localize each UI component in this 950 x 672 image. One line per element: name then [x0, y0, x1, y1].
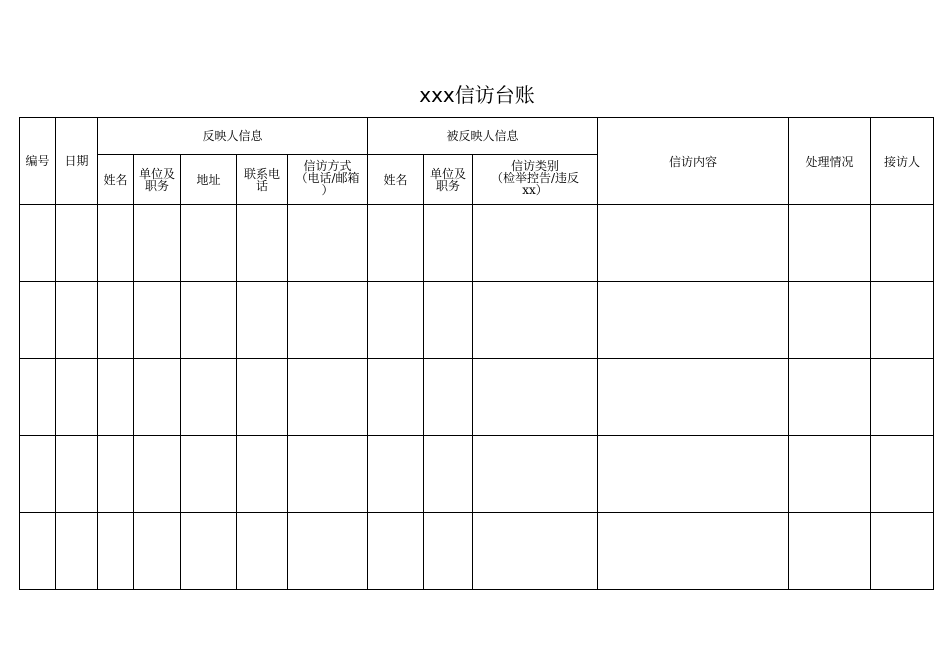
cell [98, 359, 134, 436]
header-handling: 处理情况 [789, 118, 871, 205]
cell [368, 436, 424, 513]
cell [473, 282, 598, 359]
header-date: 日期 [56, 118, 98, 205]
header-visit-category-text: 信访类别 （检举控告/违反 xx） [490, 159, 580, 197]
header-reporter-unit [134, 155, 181, 205]
cell [20, 359, 56, 436]
cell [237, 282, 288, 359]
cell [871, 436, 934, 513]
cell [598, 359, 789, 436]
cell [789, 436, 871, 513]
header-reported-info: 被反映人信息 [368, 118, 598, 155]
cell [181, 282, 237, 359]
cell [288, 359, 368, 436]
cell [98, 205, 134, 282]
cell [237, 513, 288, 590]
cell [473, 436, 598, 513]
cell [473, 205, 598, 282]
header-serial: 编号 [20, 118, 56, 205]
cell [288, 205, 368, 282]
cell [871, 513, 934, 590]
cell [20, 282, 56, 359]
cell [598, 513, 789, 590]
cell [368, 513, 424, 590]
table-row [20, 282, 934, 359]
table-row [20, 513, 934, 590]
header-reported-unit-text: 单位及 职务 [429, 166, 466, 193]
cell [56, 359, 98, 436]
cell [598, 436, 789, 513]
header-reporter-phone [237, 155, 288, 205]
cell [20, 436, 56, 513]
cell [424, 205, 473, 282]
cell [181, 513, 237, 590]
cell [368, 359, 424, 436]
cell [56, 513, 98, 590]
cell [789, 513, 871, 590]
cell [56, 282, 98, 359]
cell [134, 513, 181, 590]
cell [789, 359, 871, 436]
cell [98, 282, 134, 359]
cell [424, 513, 473, 590]
cell [98, 513, 134, 590]
cell [288, 436, 368, 513]
cell [598, 205, 789, 282]
header-reporter-name: 姓名 [98, 155, 134, 205]
header-content: 信访内容 [598, 118, 789, 205]
cell [134, 359, 181, 436]
table-row [20, 205, 934, 282]
header-visit-method-text: 信访方式 （电话/邮箱 ） [295, 159, 360, 197]
cell [473, 513, 598, 590]
cell [134, 436, 181, 513]
header-reported-name: 姓名 [368, 155, 424, 205]
cell [134, 205, 181, 282]
cell [181, 359, 237, 436]
header-reporter-unit-text: 单位及 职务 [138, 166, 175, 193]
header-visit-category [473, 155, 598, 205]
header-receiver: 接访人 [871, 118, 934, 205]
cell [56, 205, 98, 282]
cell [871, 359, 934, 436]
cell [237, 359, 288, 436]
cell [368, 205, 424, 282]
cell [368, 282, 424, 359]
cell [181, 205, 237, 282]
cell [288, 513, 368, 590]
cell [424, 436, 473, 513]
header-reporter-phone-text: 联系电 话 [243, 166, 280, 193]
cell [288, 282, 368, 359]
table-row [20, 436, 934, 513]
cell [98, 436, 134, 513]
cell [789, 282, 871, 359]
cell [424, 282, 473, 359]
cell [56, 436, 98, 513]
cell [789, 205, 871, 282]
cell [871, 282, 934, 359]
petition-ledger-table [19, 117, 934, 590]
header-visit-method [288, 155, 368, 205]
header-reported-unit [424, 155, 473, 205]
cell [134, 282, 181, 359]
cell [181, 436, 237, 513]
cell [20, 513, 56, 590]
cell [598, 282, 789, 359]
cell [424, 359, 473, 436]
cell [237, 205, 288, 282]
cell [473, 359, 598, 436]
table-row [20, 359, 934, 436]
cell [237, 436, 288, 513]
header-row-1 [20, 118, 934, 155]
cell [20, 205, 56, 282]
document-title: xxx信访台账 [419, 83, 535, 107]
header-reporter-address: 地址 [181, 155, 237, 205]
cell [871, 205, 934, 282]
header-reporter-info: 反映人信息 [98, 118, 368, 155]
